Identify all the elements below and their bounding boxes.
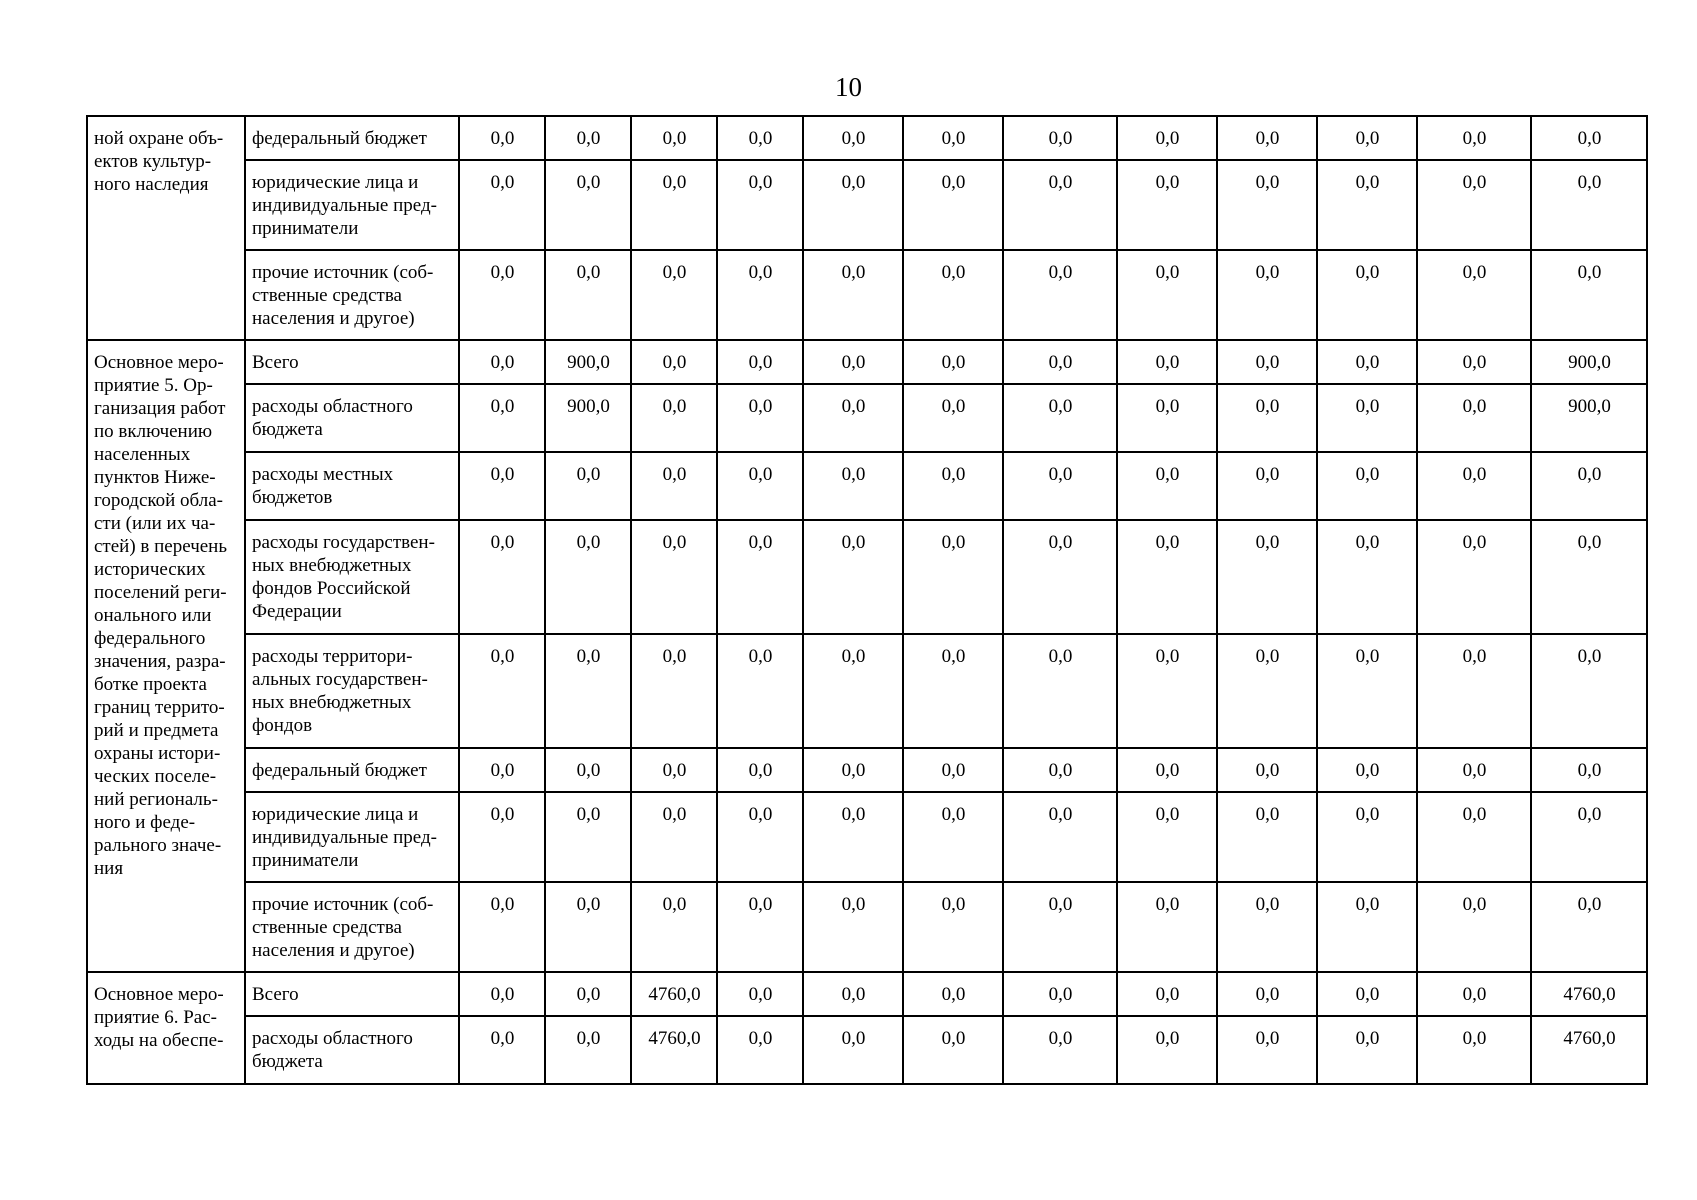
amount-cell: 0,0 [459, 116, 545, 160]
amount-cell: 0,0 [545, 792, 631, 882]
table-row [87, 520, 1647, 634]
funding-source-cell [245, 160, 459, 250]
amount-cell: 0,0 [1117, 452, 1217, 520]
amount-cell: 900,0 [545, 384, 631, 452]
funding-source-cell [245, 520, 459, 634]
amount-cell: 0,0 [1003, 792, 1117, 882]
amount-cell: 0,0 [1417, 452, 1531, 520]
amount-cell: 0,0 [1117, 160, 1217, 250]
amount-cell: 0,0 [903, 160, 1003, 250]
amount-cell: 0,0 [803, 116, 903, 160]
amount-cell: 0,0 [545, 250, 631, 340]
amount-cell: 0,0 [1003, 748, 1117, 792]
amount-cell: 0,0 [903, 634, 1003, 748]
amount-cell: 0,0 [1531, 452, 1647, 520]
amount-cell: 0,0 [545, 748, 631, 792]
amount-cell: 0,0 [1417, 972, 1531, 1016]
amount-cell: 0,0 [1531, 882, 1647, 972]
amount-cell: 0,0 [1003, 452, 1117, 520]
funding-source-cell [245, 116, 459, 160]
funding-source: Всего [252, 984, 299, 1005]
amount-cell: 0,0 [803, 748, 903, 792]
funding-source: юридические лица и индивидуальные пред- приниматели [252, 804, 437, 871]
amount-cell: 0,0 [903, 1016, 1003, 1084]
amount-cell: 0,0 [1117, 634, 1217, 748]
amount-cell: 0,0 [903, 792, 1003, 882]
amount-cell: 0,0 [545, 972, 631, 1016]
amount-cell: 0,0 [1317, 634, 1417, 748]
amount-cell: 4760,0 [1531, 972, 1647, 1016]
activity-name: ной охране объ- ектов культур- ного наследия [94, 128, 224, 195]
amount-cell: 0,0 [903, 748, 1003, 792]
funding-source: расходы областного бюджета [252, 1028, 413, 1072]
amount-cell: 0,0 [717, 748, 803, 792]
amount-cell: 0,0 [1217, 384, 1317, 452]
amount-cell: 0,0 [1417, 748, 1531, 792]
amount-cell: 0,0 [1417, 160, 1531, 250]
funding-source: расходы территори- альных государствен- ных внебюджетных фондов [252, 646, 428, 736]
table-row [87, 634, 1647, 748]
amount-cell: 0,0 [459, 882, 545, 972]
amount-cell: 0,0 [631, 882, 717, 972]
table-row [87, 160, 1647, 250]
amount-cell: 0,0 [1417, 1016, 1531, 1084]
amount-cell: 0,0 [803, 452, 903, 520]
amount-cell: 0,0 [545, 882, 631, 972]
amount-cell: 0,0 [717, 160, 803, 250]
amount-cell: 4760,0 [1531, 1016, 1647, 1084]
amount-cell: 0,0 [803, 520, 903, 634]
table-row [87, 882, 1647, 972]
table-row [87, 452, 1647, 520]
amount-cell: 0,0 [903, 250, 1003, 340]
amount-cell: 0,0 [1217, 792, 1317, 882]
amount-cell: 0,0 [803, 384, 903, 452]
funding-source-cell [245, 748, 459, 792]
amount-cell: 0,0 [1117, 116, 1217, 160]
funding-source-cell [245, 882, 459, 972]
amount-cell: 0,0 [903, 384, 1003, 452]
amount-cell: 0,0 [1317, 160, 1417, 250]
amount-cell: 0,0 [545, 520, 631, 634]
amount-cell: 0,0 [631, 520, 717, 634]
amount-cell: 900,0 [1531, 340, 1647, 384]
amount-cell: 0,0 [1531, 250, 1647, 340]
amount-cell: 0,0 [903, 452, 1003, 520]
amount-cell: 0,0 [1317, 748, 1417, 792]
amount-cell: 0,0 [545, 160, 631, 250]
amount-cell: 0,0 [631, 634, 717, 748]
amount-cell: 0,0 [1531, 116, 1647, 160]
amount-cell: 0,0 [1317, 882, 1417, 972]
amount-cell: 0,0 [1317, 792, 1417, 882]
amount-cell: 0,0 [1003, 384, 1117, 452]
amount-cell: 0,0 [1417, 116, 1531, 160]
amount-cell: 0,0 [631, 160, 717, 250]
funding-source-cell [245, 384, 459, 452]
amount-cell: 0,0 [1217, 634, 1317, 748]
amount-cell: 0,0 [1217, 250, 1317, 340]
amount-cell: 0,0 [803, 972, 903, 1016]
funding-source-cell [245, 452, 459, 520]
funding-source: федеральный бюджет [252, 760, 427, 781]
amount-cell: 0,0 [717, 520, 803, 634]
funding-source: расходы местных бюджетов [252, 464, 394, 508]
table-row [87, 972, 1647, 1016]
amount-cell: 0,0 [803, 250, 903, 340]
amount-cell: 0,0 [1417, 520, 1531, 634]
amount-cell: 0,0 [1117, 882, 1217, 972]
amount-cell: 0,0 [631, 384, 717, 452]
table-row [87, 748, 1647, 792]
amount-cell: 0,0 [717, 250, 803, 340]
amount-cell: 0,0 [803, 160, 903, 250]
amount-cell: 0,0 [1531, 792, 1647, 882]
funding-source: федеральный бюджет [252, 128, 427, 149]
amount-cell: 0,0 [459, 972, 545, 1016]
amount-cell: 0,0 [1317, 116, 1417, 160]
amount-cell: 0,0 [1317, 452, 1417, 520]
amount-cell: 0,0 [1003, 972, 1117, 1016]
amount-cell: 0,0 [1417, 634, 1531, 748]
amount-cell: 0,0 [717, 340, 803, 384]
amount-cell: 0,0 [1217, 972, 1317, 1016]
amount-cell: 0,0 [1217, 452, 1317, 520]
funding-source-cell [245, 250, 459, 340]
amount-cell: 0,0 [459, 340, 545, 384]
page-number: 10 [835, 72, 862, 102]
amount-cell: 0,0 [545, 634, 631, 748]
amount-cell: 0,0 [1003, 882, 1117, 972]
amount-cell: 0,0 [1531, 520, 1647, 634]
amount-cell: 0,0 [631, 792, 717, 882]
activity-name: Основное меро- приятие 5. Ор- ганизация работ по включению населенных пунктов Ниже- городской обла- сти (или их ча- стей) в перечень исторических поселений реги- онального или федерального значения, разра- ботке проекта границ террито- рий и предмета охраны истори- ческих поселе- ний региональ- ного и феде- рального значе- ния [94, 352, 228, 879]
amount-cell: 0,0 [631, 748, 717, 792]
amount-cell: 0,0 [1317, 1016, 1417, 1084]
amount-cell: 0,0 [1217, 160, 1317, 250]
amount-cell: 0,0 [631, 116, 717, 160]
amount-cell: 0,0 [1217, 340, 1317, 384]
amount-cell: 0,0 [1531, 634, 1647, 748]
table-row [87, 340, 1647, 384]
funding-source-cell [245, 1016, 459, 1084]
amount-cell: 900,0 [1531, 384, 1647, 452]
funding-source: юридические лица и индивидуальные пред- приниматели [252, 172, 437, 239]
amount-cell: 0,0 [1417, 882, 1531, 972]
amount-cell: 0,0 [1217, 748, 1317, 792]
amount-cell: 0,0 [1003, 116, 1117, 160]
amount-cell: 0,0 [1003, 1016, 1117, 1084]
amount-cell: 0,0 [1317, 520, 1417, 634]
funding-source-cell [245, 634, 459, 748]
funding-source-cell [245, 792, 459, 882]
amount-cell: 0,0 [1117, 1016, 1217, 1084]
amount-cell: 4760,0 [631, 972, 717, 1016]
amount-cell: 0,0 [1117, 748, 1217, 792]
funding-source-cell [245, 972, 459, 1016]
amount-cell: 0,0 [903, 882, 1003, 972]
amount-cell: 0,0 [545, 116, 631, 160]
funding-source: Всего [252, 352, 299, 373]
amount-cell: 0,0 [459, 634, 545, 748]
amount-cell: 4760,0 [631, 1016, 717, 1084]
amount-cell: 0,0 [717, 634, 803, 748]
amount-cell: 0,0 [1003, 634, 1117, 748]
amount-cell: 0,0 [1217, 1016, 1317, 1084]
amount-cell: 0,0 [803, 340, 903, 384]
budget-table [86, 115, 1648, 1085]
table-row [87, 116, 1647, 160]
amount-cell: 0,0 [1117, 972, 1217, 1016]
funding-source: прочие источник (соб- ственные средства населения и другое) [252, 262, 434, 329]
amount-cell: 0,0 [631, 340, 717, 384]
table-row [87, 384, 1647, 452]
amount-cell: 0,0 [1417, 792, 1531, 882]
amount-cell: 0,0 [631, 452, 717, 520]
amount-cell: 0,0 [459, 792, 545, 882]
amount-cell: 0,0 [459, 250, 545, 340]
amount-cell: 0,0 [1317, 250, 1417, 340]
amount-cell: 0,0 [1117, 384, 1217, 452]
amount-cell: 0,0 [459, 452, 545, 520]
amount-cell: 0,0 [1117, 792, 1217, 882]
amount-cell: 0,0 [803, 792, 903, 882]
amount-cell: 0,0 [1417, 340, 1531, 384]
amount-cell: 0,0 [717, 792, 803, 882]
amount-cell: 0,0 [1217, 116, 1317, 160]
amount-cell: 0,0 [903, 972, 1003, 1016]
amount-cell: 0,0 [1117, 520, 1217, 634]
amount-cell: 0,0 [803, 634, 903, 748]
funding-source-cell [245, 340, 459, 384]
amount-cell: 0,0 [545, 1016, 631, 1084]
amount-cell: 0,0 [1217, 520, 1317, 634]
activity-name: Основное меро- приятие 6. Рас- ходы на обеспе- [94, 984, 224, 1051]
amount-cell: 0,0 [459, 160, 545, 250]
amount-cell: 0,0 [903, 116, 1003, 160]
amount-cell: 0,0 [717, 1016, 803, 1084]
amount-cell: 0,0 [1417, 384, 1531, 452]
table-row [87, 250, 1647, 340]
amount-cell: 0,0 [545, 452, 631, 520]
amount-cell: 0,0 [1003, 250, 1117, 340]
amount-cell: 900,0 [545, 340, 631, 384]
amount-cell: 0,0 [1417, 250, 1531, 340]
amount-cell: 0,0 [803, 1016, 903, 1084]
amount-cell: 0,0 [1317, 972, 1417, 1016]
table-row [87, 792, 1647, 882]
amount-cell: 0,0 [1317, 340, 1417, 384]
amount-cell: 0,0 [717, 384, 803, 452]
activity-name-cell [87, 116, 245, 340]
activity-name-cell [87, 340, 245, 972]
amount-cell: 0,0 [1531, 160, 1647, 250]
amount-cell: 0,0 [1317, 384, 1417, 452]
activity-name-cell [87, 972, 245, 1084]
amount-cell: 0,0 [903, 340, 1003, 384]
amount-cell: 0,0 [717, 116, 803, 160]
amount-cell: 0,0 [459, 748, 545, 792]
amount-cell: 0,0 [1003, 340, 1117, 384]
amount-cell: 0,0 [1217, 882, 1317, 972]
amount-cell: 0,0 [1531, 748, 1647, 792]
amount-cell: 0,0 [631, 250, 717, 340]
amount-cell: 0,0 [803, 882, 903, 972]
amount-cell: 0,0 [459, 384, 545, 452]
amount-cell: 0,0 [1117, 250, 1217, 340]
amount-cell: 0,0 [717, 452, 803, 520]
amount-cell: 0,0 [903, 520, 1003, 634]
funding-source: расходы государствен- ных внебюджетных фондов Российской Федерации [252, 532, 435, 622]
amount-cell: 0,0 [1117, 340, 1217, 384]
table-row [87, 1016, 1647, 1084]
funding-source: расходы областного бюджета [252, 396, 413, 440]
funding-source: прочие источник (соб- ственные средства населения и другое) [252, 894, 434, 961]
amount-cell: 0,0 [717, 972, 803, 1016]
amount-cell: 0,0 [459, 1016, 545, 1084]
amount-cell: 0,0 [459, 520, 545, 634]
amount-cell: 0,0 [1003, 160, 1117, 250]
amount-cell: 0,0 [1003, 520, 1117, 634]
amount-cell: 0,0 [717, 882, 803, 972]
